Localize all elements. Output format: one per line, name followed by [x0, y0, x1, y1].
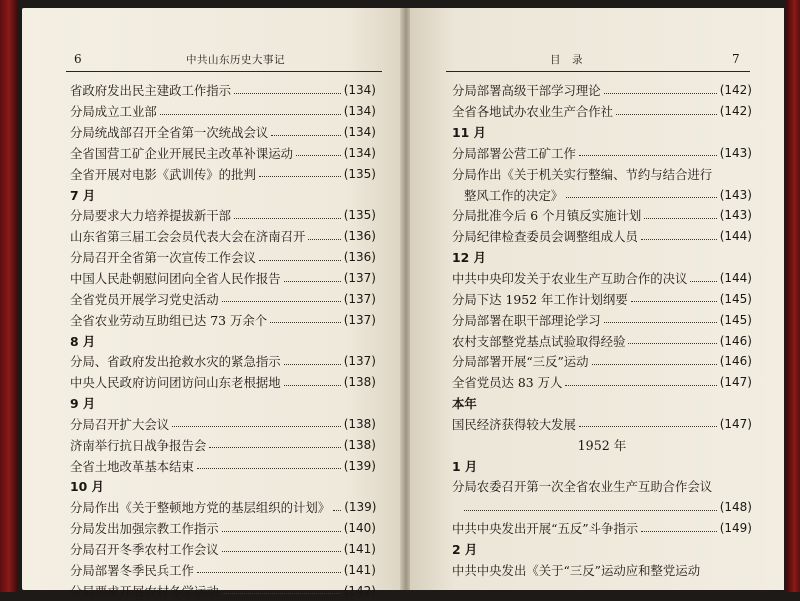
year-heading-text: 1952 年	[577, 438, 627, 454]
toc-page-ref: (145)	[719, 312, 752, 327]
toc-entry	[70, 539, 376, 560]
month-heading	[452, 247, 752, 268]
toc-entry-title: 全省党员开展学习党史活动	[70, 291, 219, 307]
toc-entry	[70, 497, 376, 518]
toc-list-right	[452, 80, 752, 580]
toc-page-ref: (138)	[343, 416, 376, 431]
toc-entry-title: 分局统战部召开全省第一次统战会议	[70, 125, 269, 141]
book-edge-right	[786, 0, 800, 592]
leader-dots	[641, 239, 717, 240]
toc-entry-title: 分局纪律检查委员会调整组成人员	[452, 229, 638, 245]
leader-dots	[222, 531, 341, 532]
toc-page-ref: (142)	[719, 83, 752, 98]
toc-entry	[70, 247, 376, 268]
toc-entry-line	[452, 476, 752, 497]
toc-entry	[70, 351, 376, 372]
leader-dots	[579, 426, 717, 427]
toc-entry	[452, 226, 752, 247]
leader-dots	[641, 531, 717, 532]
toc-entry	[70, 309, 376, 330]
toc-page-ref: (134)	[343, 145, 376, 160]
month-heading-text: 8 月	[70, 333, 96, 349]
month-heading	[452, 455, 752, 476]
toc-page-ref: (139)	[344, 500, 377, 515]
month-heading-text: 1 月	[452, 458, 478, 474]
toc-entry-title: 中国人民赴朝慰问团向全省人民作报告	[70, 271, 281, 287]
toc-page-ref: (135)	[343, 208, 376, 223]
toc-entry-title: 整风工作的决定》	[464, 187, 564, 203]
leader-dots	[592, 364, 717, 365]
toc-entry	[452, 309, 752, 330]
page-number: 6	[74, 52, 82, 66]
leader-dots	[604, 322, 717, 323]
toc-entry	[452, 143, 752, 164]
toc-page-ref: (144)	[719, 229, 752, 244]
leader-dots	[259, 176, 341, 177]
month-heading-text: 2 月	[452, 541, 478, 557]
year-heading	[452, 434, 752, 455]
toc-page-ref: (135)	[343, 166, 376, 181]
toc-entry-title: 中共中央发出《关于“三反”运动应和整党运动	[452, 562, 701, 578]
toc-page-ref: (143)	[719, 187, 752, 202]
leader-dots	[222, 301, 341, 302]
month-heading	[70, 393, 376, 414]
toc-entry	[452, 268, 752, 289]
month-heading	[452, 393, 752, 414]
toc-page-ref: (148)	[719, 500, 752, 515]
running-title: 目 录	[550, 54, 583, 66]
toc-page-ref: (140)	[343, 521, 376, 536]
toc-entry	[70, 372, 376, 393]
month-heading	[452, 539, 752, 560]
toc-entry-title: 分局作出《关于整顿地方党的基层组织的计划》	[70, 500, 331, 516]
month-heading	[70, 330, 376, 351]
toc-entry	[70, 518, 376, 539]
toc-entry-title: 分局农委召开第一次全省农业生产互助合作会议	[452, 479, 713, 495]
toc-entry-title: 中共中央发出开展“五反”斗争指示	[452, 521, 639, 537]
toc-page-ref: (149)	[719, 521, 752, 536]
toc-entry	[452, 518, 752, 539]
leader-dots	[259, 260, 341, 261]
leader-dots	[270, 322, 341, 323]
leader-dots	[690, 281, 716, 282]
leader-dots	[222, 551, 341, 552]
leader-dots	[172, 426, 341, 427]
leader-dots	[209, 447, 340, 448]
leader-dots	[604, 93, 717, 94]
toc-page-ref: (136)	[343, 229, 376, 244]
toc-page-ref: (147)	[719, 416, 752, 431]
month-heading-text: 9 月	[70, 396, 96, 412]
leader-dots	[234, 93, 341, 94]
toc-entry-title: 分局要求开展农村冬学运动	[70, 583, 219, 599]
toc-entry	[70, 80, 376, 101]
running-title: 中共山东历史大事记	[186, 54, 285, 66]
month-heading-text: 10 月	[70, 479, 104, 495]
toc-page-ref: (137)	[343, 291, 376, 306]
toc-entry	[70, 205, 376, 226]
toc-page-ref: (142)	[343, 583, 376, 598]
toc-page-ref: (134)	[343, 125, 376, 140]
leader-dots	[197, 468, 341, 469]
toc-entry	[452, 205, 752, 226]
month-heading-text: 12 月	[452, 250, 486, 266]
toc-entry	[452, 351, 752, 372]
leader-dots	[628, 343, 716, 344]
toc-entry	[452, 414, 752, 435]
toc-entry-title: 全省开展对电影《武训传》的批判	[70, 166, 256, 182]
leader-dots	[565, 385, 716, 386]
toc-entry-title: 分局部署在职干部理论学习	[452, 312, 601, 328]
toc-entry-title: 中共中央印发关于农业生产互助合作的决议	[452, 271, 688, 287]
leader-dots	[284, 281, 341, 282]
month-heading	[70, 476, 376, 497]
toc-entry-title: 中央人民政府访问团访问山东老根据地	[70, 375, 281, 391]
toc-entry-title: 分局成立工业部	[70, 104, 157, 120]
toc-entry-title: 全省农业劳动互助组已达 73 万余个	[70, 312, 268, 328]
leader-dots	[197, 572, 341, 573]
toc-entry	[452, 101, 752, 122]
toc-entry-title: 分局部署开展“三反”运动	[452, 354, 589, 370]
toc-entry-title: 全省土地改革基本结束	[70, 458, 194, 474]
toc-page-ref: (142)	[719, 104, 752, 119]
toc-page-ref: (137)	[343, 271, 376, 286]
toc-entry	[70, 434, 376, 455]
toc-page-ref: (143)	[719, 145, 752, 160]
toc-entry-title: 分局召开全省第一次宣传工作会议	[70, 250, 256, 266]
book-edge-left	[0, 0, 18, 592]
month-heading-text: 本年	[452, 396, 477, 412]
toc-entry-title: 济南举行抗日战争报告会	[70, 437, 207, 453]
toc-page-ref: (134)	[343, 83, 376, 98]
toc-entry	[70, 559, 376, 580]
toc-entry	[70, 268, 376, 289]
toc-entry-continuation	[452, 497, 752, 518]
toc-entry-title: 分局批准今后 6 个月镇反实施计划	[452, 208, 642, 224]
toc-page-ref: (139)	[343, 458, 376, 473]
toc-entry-title: 分局下达 1952 年工作计划纲要	[452, 291, 628, 307]
leader-dots	[308, 239, 340, 240]
toc-entry	[70, 163, 376, 184]
toc-entry-title: 分局部署公营工矿工作	[452, 145, 576, 161]
toc-page-ref: (141)	[343, 562, 376, 577]
toc-page-ref: (141)	[343, 541, 376, 556]
toc-entry-title: 国民经济获得较大发展	[452, 416, 576, 432]
toc-entry	[70, 580, 376, 601]
month-heading	[452, 122, 752, 143]
header-rule	[446, 71, 750, 72]
toc-entry-title: 省政府发出民主建政工作指示	[70, 83, 232, 99]
month-heading	[70, 184, 376, 205]
leader-dots	[284, 364, 341, 365]
toc-entry-title: 全省各地试办农业生产合作社	[452, 104, 614, 120]
leader-dots	[644, 218, 716, 219]
toc-page-ref: (137)	[343, 312, 376, 327]
toc-entry	[70, 226, 376, 247]
toc-page-ref: (147)	[719, 375, 752, 390]
toc-page-ref: (143)	[719, 208, 752, 223]
toc-page-ref: (146)	[719, 354, 752, 369]
toc-page-ref: (138)	[343, 437, 376, 452]
toc-entry-title: 分局作出《关于机关实行整编、节约与结合进行	[452, 166, 713, 182]
leader-dots	[222, 593, 341, 594]
toc-entry-title: 分局部署高级干部学习理论	[452, 83, 601, 99]
leader-dots	[271, 135, 340, 136]
toc-page-ref: (134)	[343, 104, 376, 119]
leader-dots	[566, 197, 717, 198]
toc-entry-title: 分局部署冬季民兵工作	[70, 562, 194, 578]
toc-page-ref: (144)	[719, 271, 752, 286]
leader-dots	[296, 155, 341, 156]
toc-entry	[70, 101, 376, 122]
toc-entry	[452, 372, 752, 393]
leader-dots	[284, 385, 341, 386]
toc-entry-title: 农村支部整党基点试验取得经验	[452, 333, 626, 349]
toc-entry-title: 分局要求大力培养提拔新干部	[70, 208, 232, 224]
toc-entry	[70, 288, 376, 309]
toc-entry-title: 分局召开扩大会议	[70, 416, 170, 432]
leader-dots	[616, 114, 717, 115]
left-page-header	[64, 52, 382, 70]
toc-entry-title: 分局、省政府发出抢救水灾的紧急指示	[70, 354, 281, 370]
leader-dots	[160, 114, 341, 115]
toc-entry-title: 全省国营工矿企业开展民主改革补课运动	[70, 145, 294, 161]
right-page-header	[440, 52, 758, 70]
leader-dots	[464, 510, 717, 511]
toc-page-ref: (137)	[343, 354, 376, 369]
toc-entry	[70, 122, 376, 143]
month-heading-text: 11 月	[452, 125, 486, 141]
toc-entry-line	[452, 163, 752, 184]
leader-dots	[579, 155, 717, 156]
page-number: 7	[732, 52, 740, 66]
toc-entry-line	[452, 559, 752, 580]
toc-entry	[452, 184, 752, 205]
leader-dots	[234, 218, 341, 219]
toc-entry-title: 全省党员达 83 万人	[452, 375, 563, 391]
toc-page-ref: (146)	[719, 333, 752, 348]
leader-dots	[333, 510, 341, 511]
toc-entry	[70, 143, 376, 164]
toc-entry-title: 山东省第三届工会会员代表大会在济南召开	[70, 229, 306, 245]
toc-entry	[70, 455, 376, 476]
toc-entry-title: 分局发出加强宗教工作指示	[70, 521, 219, 537]
toc-list-left	[70, 80, 376, 601]
toc-entry	[452, 288, 752, 309]
toc-entry-title: 分局召开冬季农村工作会议	[70, 541, 219, 557]
toc-entry	[452, 80, 752, 101]
toc-entry	[70, 414, 376, 435]
month-heading-text: 7 月	[70, 187, 96, 203]
toc-page-ref: (136)	[343, 250, 376, 265]
toc-entry	[452, 330, 752, 351]
toc-page-ref: (145)	[719, 291, 752, 306]
leader-dots	[631, 301, 717, 302]
header-rule	[66, 71, 382, 72]
toc-page-ref: (138)	[343, 375, 376, 390]
